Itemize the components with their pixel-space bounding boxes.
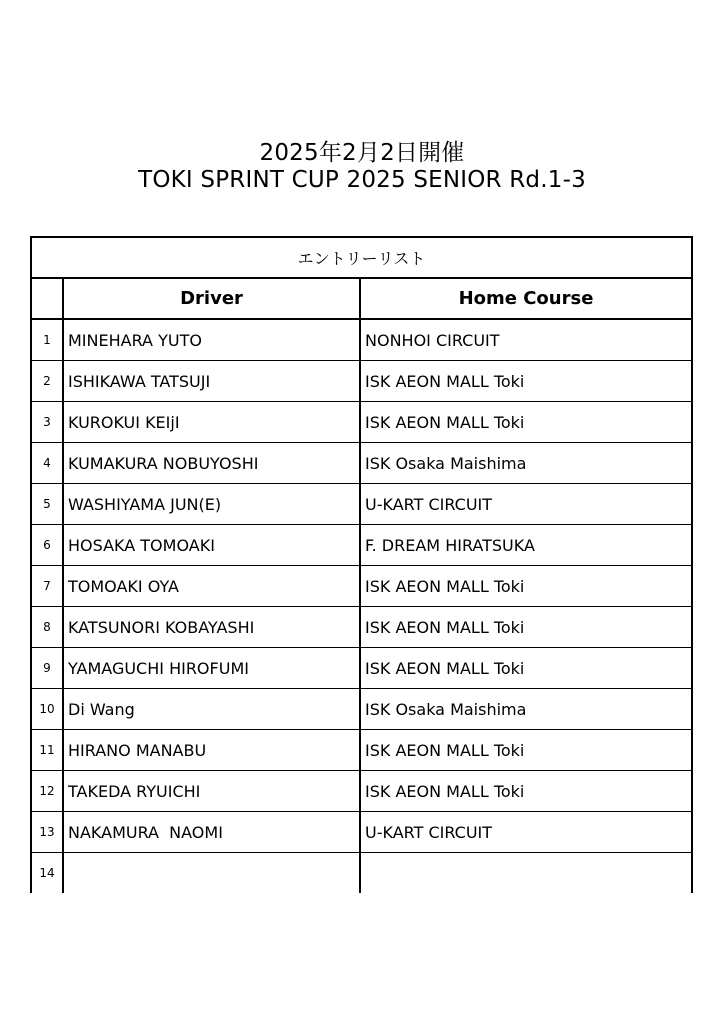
home-course: ISK AEON MALL Toki: [365, 740, 525, 760]
entry-number: 13: [32, 812, 64, 852]
entry-number: 1: [32, 320, 64, 360]
entry-number: 11: [32, 730, 64, 770]
home-course: ISK AEON MALL Toki: [365, 412, 525, 432]
table-row: [32, 566, 691, 607]
table-body: [32, 320, 691, 893]
driver-name: KUMAKURA NOBUYOSHI: [64, 443, 361, 483]
driver-name: TOMOAKI OYA: [64, 566, 361, 606]
home-course: ISK AEON MALL Toki: [365, 617, 525, 637]
table-header-row: [32, 279, 691, 320]
event-date: 2025年2月2日開催: [259, 140, 465, 166]
home-course: [361, 853, 691, 893]
home-course: ISK AEON MALL Toki: [365, 371, 525, 391]
event-title: TOKI SPRINT CUP 2025 SENIOR Rd.1-3: [138, 167, 586, 193]
table-row: [32, 484, 691, 525]
driver-name: Di Wang: [64, 689, 361, 729]
table-row: [32, 730, 691, 771]
home-course: ISK AEON MALL Toki: [365, 658, 525, 678]
entry-number: 12: [32, 771, 64, 811]
table-row: [32, 525, 691, 566]
header-home-course: Home Course: [458, 288, 594, 309]
driver-name: ISHIKAWA TATSUJI: [64, 361, 361, 401]
entry-number: 2: [32, 361, 64, 401]
entry-number: 5: [32, 484, 64, 524]
table-row: [32, 361, 691, 402]
driver-name: KUROKUI KEIjI: [64, 402, 361, 442]
table-row: [32, 320, 691, 361]
entry-number: 14: [32, 853, 64, 893]
table-row: [32, 402, 691, 443]
entry-number: 8: [32, 607, 64, 647]
entry-number: 4: [32, 443, 64, 483]
home-course: U-KART CIRCUIT: [365, 494, 493, 514]
home-course: U-KART CIRCUIT: [365, 822, 493, 842]
home-course: F. DREAM HIRATSUKA: [365, 535, 535, 555]
driver-name: WASHIYAMA JUN(E): [64, 484, 361, 524]
entry-number: 9: [32, 648, 64, 688]
table-row: [32, 607, 691, 648]
entry-number: 10: [32, 689, 64, 729]
driver-name: YAMAGUCHI HIROFUMI: [64, 648, 361, 688]
driver-name: NAKAMURA NAOMI: [64, 812, 361, 852]
table-row: [32, 812, 691, 853]
table-row: [32, 648, 691, 689]
driver-name: HOSAKA TOMOAKI: [64, 525, 361, 565]
table-caption: エントリーリスト: [32, 238, 691, 279]
home-course: NONHOI CIRCUIT: [365, 330, 500, 350]
table-row: [32, 689, 691, 730]
document-header: [0, 140, 724, 194]
home-course: ISK Osaka Maishima: [365, 453, 527, 473]
home-course: ISK Osaka Maishima: [365, 699, 527, 719]
header-number: [32, 279, 64, 318]
entry-list-table: [30, 236, 693, 893]
entry-number: 7: [32, 566, 64, 606]
home-course: ISK AEON MALL Toki: [365, 781, 525, 801]
driver-name: [64, 853, 361, 893]
header-driver: Driver: [64, 279, 361, 318]
home-course: ISK AEON MALL Toki: [365, 576, 525, 596]
entry-number: 3: [32, 402, 64, 442]
driver-name: KATSUNORI KOBAYASHI: [64, 607, 361, 647]
table-row: [32, 771, 691, 812]
driver-name: TAKEDA RYUICHI: [64, 771, 361, 811]
table-row: [32, 443, 691, 484]
driver-name: MINEHARA YUTO: [64, 320, 361, 360]
entry-number: 6: [32, 525, 64, 565]
table-row: [32, 853, 691, 893]
driver-name: HIRANO MANABU: [64, 730, 361, 770]
